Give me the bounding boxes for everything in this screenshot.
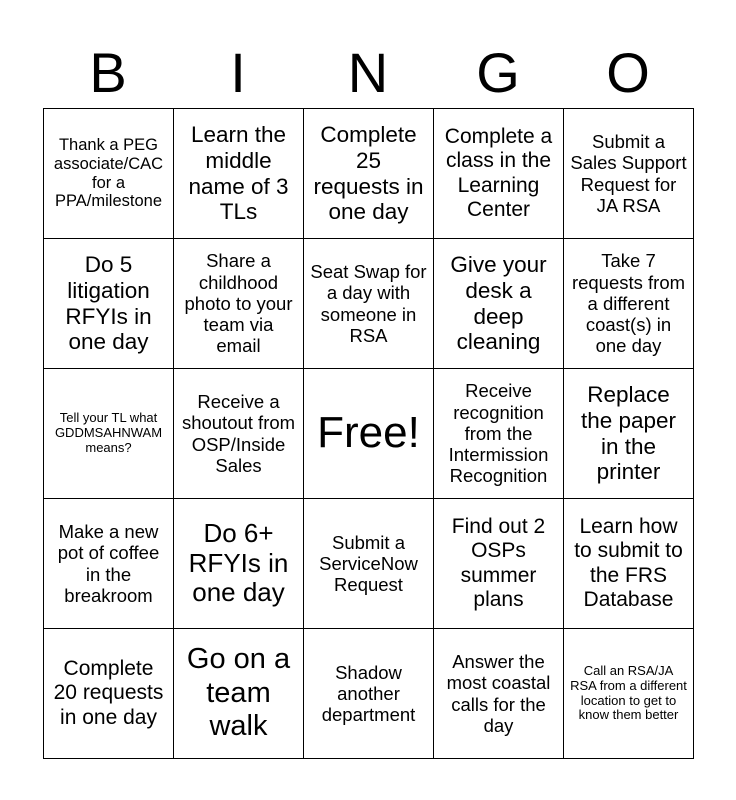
bingo-cell[interactable]: Seat Swap for a day with someone in RSA xyxy=(304,239,434,369)
bingo-header xyxy=(43,38,693,108)
bingo-cell[interactable]: Tell your TL what GDDMSAHNWAM means? xyxy=(44,369,174,499)
bingo-cell[interactable]: Answer the most coastal calls for the day xyxy=(434,629,564,759)
bingo-cell[interactable]: Share a childhood photo to your team via email xyxy=(174,239,304,369)
bingo-cell[interactable]: Give your desk a deep cleaning xyxy=(434,239,564,369)
bingo-cell[interactable]: Learn the middle name of 3 TLs xyxy=(174,109,304,239)
bingo-cell[interactable]: Complete 25 requests in one day xyxy=(304,109,434,239)
header-letter-b: B xyxy=(89,41,127,104)
header-letter-n: N xyxy=(347,41,389,104)
bingo-cell[interactable]: Do 5 litigation RFYIs in one day xyxy=(44,239,174,369)
bingo-cell[interactable]: Complete a class in the Learning Center xyxy=(434,109,564,239)
bingo-cell[interactable]: Do 6+ RFYIs in one day xyxy=(174,499,304,629)
bingo-cell[interactable]: Receive recognition from the Intermission Recognition xyxy=(434,369,564,499)
free-space[interactable]: Free! xyxy=(304,369,434,499)
header-letter-i: I xyxy=(230,41,246,104)
header-letter-o: O xyxy=(606,41,650,104)
bingo-cell[interactable]: Go on a team walk xyxy=(174,629,304,759)
bingo-cell[interactable]: Submit a Sales Support Request for JA RSA xyxy=(564,109,694,239)
bingo-cell[interactable]: Complete 20 requests in one day xyxy=(44,629,174,759)
bingo-cell[interactable]: Learn how to submit to the FRS Database xyxy=(564,499,694,629)
bingo-card xyxy=(43,108,694,759)
bingo-cell[interactable]: Find out 2 OSPs summer plans xyxy=(434,499,564,629)
bingo-row xyxy=(44,629,694,759)
bingo-cell[interactable]: Take 7 requests from a different coast(s) in one day xyxy=(564,239,694,369)
bingo-cell[interactable]: Receive a shoutout from OSP/Inside Sales xyxy=(174,369,304,499)
bingo-row xyxy=(44,239,694,369)
bingo-row xyxy=(44,109,694,239)
bingo-row xyxy=(44,499,694,629)
bingo-cell[interactable]: Replace the paper in the printer xyxy=(564,369,694,499)
bingo-cell[interactable]: Make a new pot of coffee in the breakroom xyxy=(44,499,174,629)
bingo-row xyxy=(44,369,694,499)
bingo-cell[interactable]: Call an RSA/JA RSA from a different location to get to know them better xyxy=(564,629,694,759)
bingo-cell[interactable]: Submit a ServiceNow Request xyxy=(304,499,434,629)
header-letter-g: G xyxy=(476,41,520,104)
bingo-cell[interactable]: Shadow another department xyxy=(304,629,434,759)
bingo-cell[interactable]: Thank a PEG associate/CAC for a PPA/milestone xyxy=(44,109,174,239)
